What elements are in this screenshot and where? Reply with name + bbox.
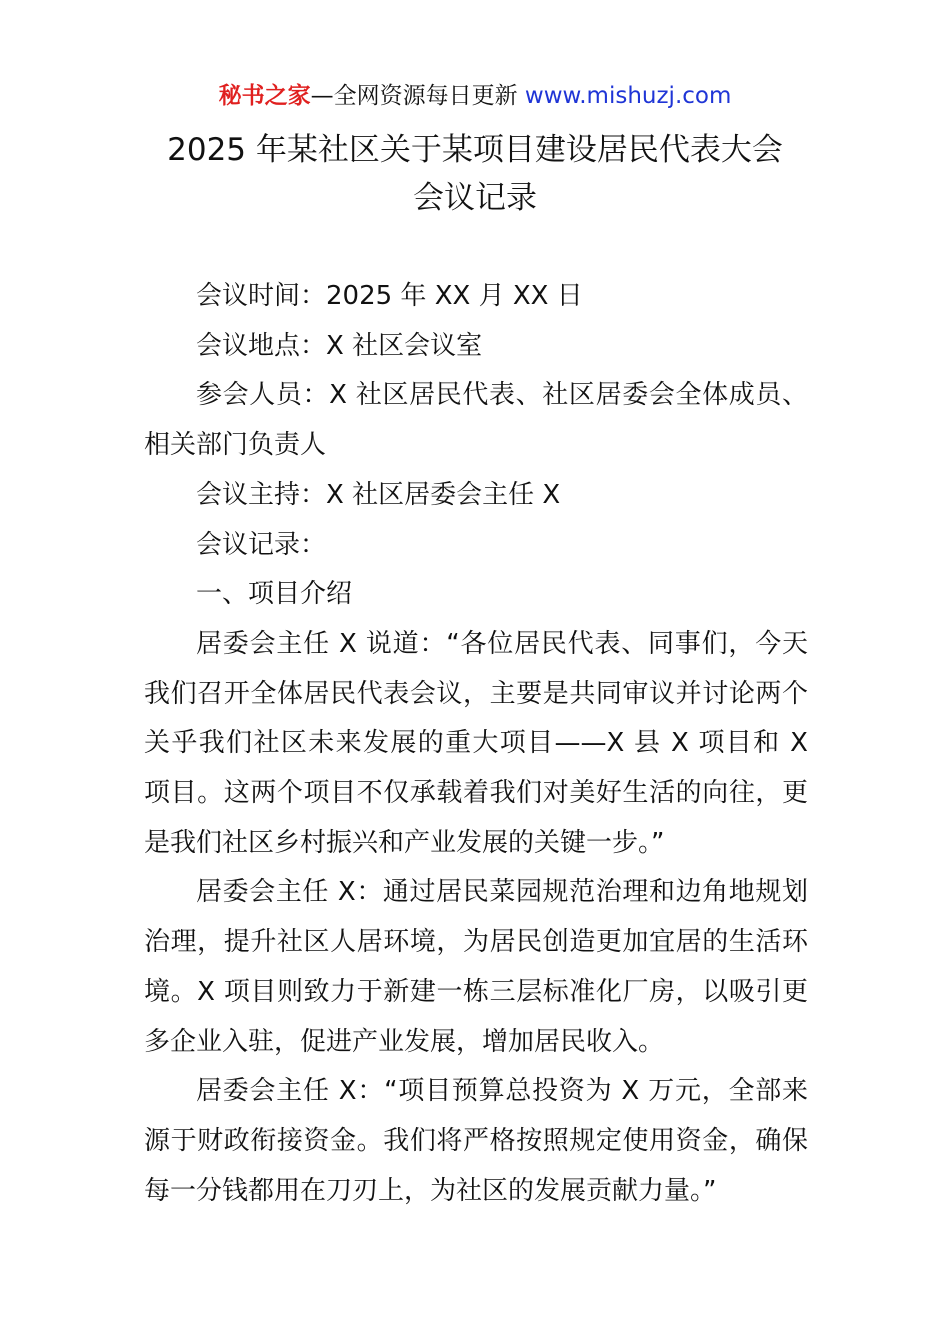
site-header: [0, 80, 950, 112]
meeting-location: 会议地点：X 社区会议室: [196, 330, 483, 361]
meeting-record-label: 会议记录：: [196, 529, 327, 560]
title-line-2: 会议记录: [413, 180, 537, 216]
site-url-link[interactable]: www.mishuzj.com: [524, 83, 732, 109]
meeting-host: 会议主持：X 社区居委会主任 X: [196, 479, 561, 510]
meeting-attendees: 参会人员：X 社区居民代表、社区居委会全体成员、相关部门负责人: [144, 380, 808, 461]
section-heading: 一、项目介绍: [196, 579, 353, 610]
body-paragraph: 居委会主任 X 说道：“各位居民代表、同事们，今天我们召开全体居民代表会议，主要是共同审议并讨论两个关乎我们社区未来发展的重大项目——X 县 X 项目和 X 项目。这两个项目不仅承载着我们对美好生活的向往，更是我们社区乡村振兴和产业发展的关键一步。”: [144, 628, 808, 858]
title-line-1: 2025 年某社区关于某项目建设居民代表大会: [167, 132, 783, 168]
document-body: [144, 272, 808, 1216]
brand-name: 秘书之家: [218, 83, 311, 109]
body-paragraph: 居委会主任 X：通过居民菜园规范治理和边角地规划治理，提升社区人居环境，为居民创造更加宜居的生活环境。X 项目则致力于新建一栋三层标准化厂房，以吸引更多企业入驻，促进产业发展，增加居民收入。: [144, 877, 808, 1057]
header-tagline: —全网资源每日更新: [310, 83, 518, 109]
document-title: [0, 126, 950, 222]
body-paragraph: 居委会主任 X：“项目预算总投资为 X 万元，全部来源于财政衔接资金。我们将严格按照规定使用资金，确保每一分钱都用在刀刃上，为社区的发展贡献力量。”: [144, 1076, 808, 1206]
meeting-time: 会议时间：2025 年 XX 月 XX 日: [196, 281, 583, 311]
